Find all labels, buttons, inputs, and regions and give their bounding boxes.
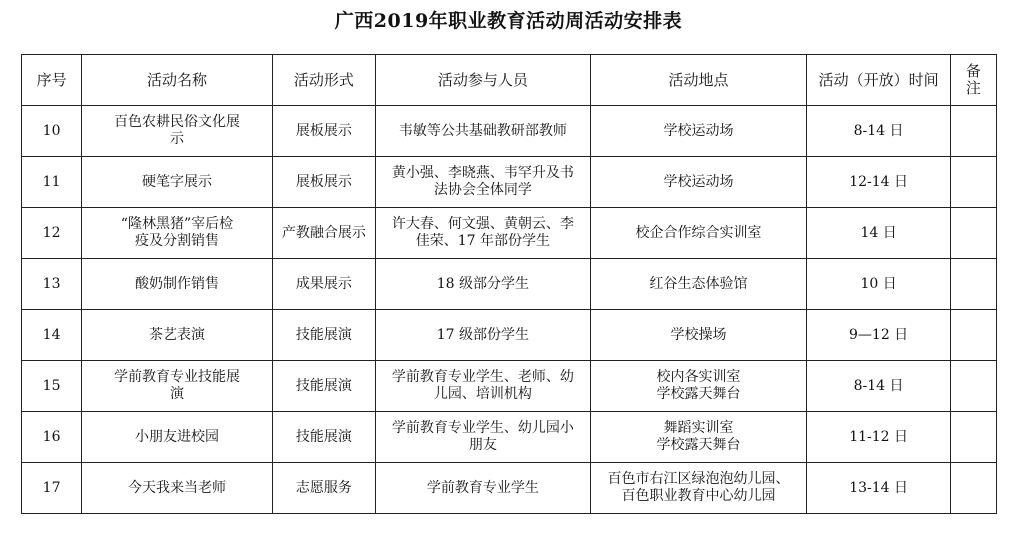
cell-participants: 17 级部份学生: [376, 310, 591, 361]
cell-remarks: [950, 208, 996, 259]
cell-serial-number: 14: [22, 310, 82, 361]
cell-location: 学校运动场: [590, 157, 807, 208]
header-activity-form: 活动形式: [272, 55, 375, 106]
cell-activity-name: 学前教育专业技能展 演: [82, 361, 273, 412]
cell-activity-name: 酸奶制作销售: [82, 259, 273, 310]
cell-participants: 黄小强、李晓燕、韦罕升及书 法协会全体同学: [376, 157, 591, 208]
cell-open-time: 13-14 日: [807, 463, 950, 514]
cell-open-time: 9—12 日: [807, 310, 950, 361]
cell-location: 红谷生态体验馆: [590, 259, 807, 310]
document-title: 广西2019年职业教育活动周活动安排表: [334, 10, 683, 32]
table-row: [22, 157, 997, 208]
header-open-time: 活动（开放）时间: [807, 55, 950, 106]
cell-activity-form: 展板展示: [272, 106, 375, 157]
cell-activity-name: 小朋友进校园: [82, 412, 273, 463]
table-row: [22, 412, 997, 463]
cell-activity-form: 技能展演: [272, 361, 375, 412]
cell-location: 舞蹈实训室 学校露天舞台: [590, 412, 807, 463]
cell-activity-form: 技能展演: [272, 310, 375, 361]
cell-activity-form: 成果展示: [272, 259, 375, 310]
table-row: [22, 310, 997, 361]
cell-location: 学校运动场: [590, 106, 807, 157]
cell-serial-number: 13: [22, 259, 82, 310]
cell-serial-number: 11: [22, 157, 82, 208]
cell-open-time: 12-14 日: [807, 157, 950, 208]
cell-participants: 许大春、何文强、黄朝云、李 佳荣、17 年部份学生: [376, 208, 591, 259]
cell-location: 校内各实训室 学校露天舞台: [590, 361, 807, 412]
cell-remarks: [950, 259, 996, 310]
cell-remarks: [950, 412, 996, 463]
cell-activity-name: 茶艺表演: [82, 310, 273, 361]
cell-remarks: [950, 157, 996, 208]
cell-open-time: 8-14 日: [807, 361, 950, 412]
cell-open-time: 10 日: [807, 259, 950, 310]
table-row: [22, 463, 997, 514]
cell-activity-name: 百色农耕民俗文化展 示: [82, 106, 273, 157]
cell-serial-number: 12: [22, 208, 82, 259]
cell-participants: 学前教育专业学生、幼儿园小 朋友: [376, 412, 591, 463]
table-header-row: [22, 55, 997, 106]
cell-participants: 学前教育专业学生、老师、幼 儿园、培训机构: [376, 361, 591, 412]
activity-schedule-table: [21, 54, 997, 514]
cell-location: 学校操场: [590, 310, 807, 361]
cell-activity-form: 产教融合展示: [272, 208, 375, 259]
cell-activity-name: 硬笔字展示: [82, 157, 273, 208]
cell-serial-number: 16: [22, 412, 82, 463]
cell-activity-name: “隆林黑猪”宰后检 疫及分割销售: [82, 208, 273, 259]
cell-participants: 18 级部分学生: [376, 259, 591, 310]
header-activity-name: 活动名称: [82, 55, 273, 106]
cell-location: 校企合作综合实训室: [590, 208, 807, 259]
header-remarks: 备 注: [950, 55, 996, 106]
cell-serial-number: 15: [22, 361, 82, 412]
table-row: [22, 106, 997, 157]
table-row: [22, 259, 997, 310]
table-row: [22, 361, 997, 412]
header-serial-number: 序号: [22, 55, 82, 106]
cell-participants: 学前教育专业学生: [376, 463, 591, 514]
cell-location: 百色市右江区绿泡泡幼儿园、 百色职业教育中心幼儿园: [590, 463, 807, 514]
cell-activity-form: 志愿服务: [272, 463, 375, 514]
cell-remarks: [950, 106, 996, 157]
cell-remarks: [950, 310, 996, 361]
cell-open-time: 11-12 日: [807, 412, 950, 463]
cell-activity-form: 展板展示: [272, 157, 375, 208]
table-row: [22, 208, 997, 259]
cell-activity-name: 今天我来当老师: [82, 463, 273, 514]
header-location: 活动地点: [590, 55, 807, 106]
cell-remarks: [950, 463, 996, 514]
cell-open-time: 8-14 日: [807, 106, 950, 157]
header-participants: 活动参与人员: [376, 55, 591, 106]
cell-participants: 韦敏等公共基础教研部教师: [376, 106, 591, 157]
cell-remarks: [950, 361, 996, 412]
cell-serial-number: 10: [22, 106, 82, 157]
cell-serial-number: 17: [22, 463, 82, 514]
cell-open-time: 14 日: [807, 208, 950, 259]
cell-activity-form: 技能展演: [272, 412, 375, 463]
